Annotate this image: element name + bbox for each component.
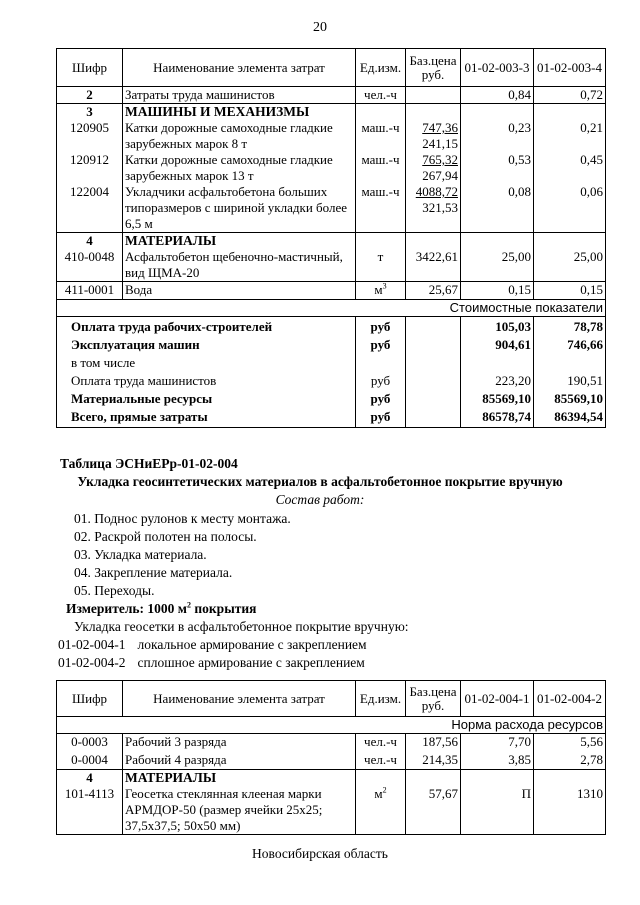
header-name: Наименование элемента затрат: [123, 681, 356, 717]
intro-text: Укладка геосетки в асфальтобетонное покрытие вручную:: [74, 619, 409, 634]
variant-code: 01-02-004-1: [58, 637, 126, 652]
cost-caption-row: [57, 300, 606, 317]
header-base-price: Баз.цена руб.: [406, 49, 461, 87]
header-col-b: 01-02-004-2: [534, 681, 606, 717]
header-unit: Ед.изм.: [356, 49, 406, 87]
table-row: 2 Затраты труда машинистов чел.-ч 0,84 0,72: [57, 87, 606, 104]
work-step: 01. Поднос рулонов к месту монтажа.: [74, 511, 291, 526]
page-footer: Новосибирская область: [252, 846, 388, 861]
table-row: 0-0004 Рабочий 4 разряда чел.-ч 214,35 3,85 2,78: [57, 752, 606, 770]
norm-caption: Норма расхода ресурсов: [57, 717, 606, 734]
table-row: 4 МАТЕРИАЛЫ: [57, 770, 606, 787]
page-number: 20: [313, 20, 327, 35]
resource-table-2: [56, 680, 606, 835]
table-row: 411-0001 Вода $м^3$ 25,67 0,15 0,15: [57, 282, 606, 300]
summary-row: Оплата труда рабочих-строителей руб 105,03 78,78: [57, 317, 606, 337]
header-unit: Ед.изм.: [356, 681, 406, 717]
work-step: 04. Закрепление материала.: [74, 565, 233, 580]
variant-text: сплошное армирование с закреплением: [137, 655, 365, 670]
table-row: 3 МАШИНЫ И МЕХАНИЗМЫ: [57, 104, 606, 121]
variant-text: локальное армирование с закреплением: [137, 637, 367, 652]
summary-row: Материальные ресурсы руб 85569,10 85569,10: [57, 391, 606, 409]
work-step: 02. Раскрой полотен на полосы.: [74, 529, 257, 544]
table2-header-row: [57, 681, 606, 717]
header-name: Наименование элемента затрат: [123, 49, 356, 87]
summary-row: в том числе: [57, 355, 606, 373]
composition-title: Состав работ:: [275, 492, 365, 507]
table-row: 120912 Катки дорожные самоходные гладкие зарубежных марок 13 т маш.-ч 765,32 267,94 0,53 0,45: [57, 152, 606, 184]
table-row: 410-0048 Асфальтобетон щебеночно-мастичный, вид ЩМА-20 т 3422,61 25,00 25,00: [57, 249, 606, 282]
measure-line: Измеритель: 1000 $м^2$ покрытия: [66, 600, 257, 616]
table-row: 122004 Укладчики асфальтобетона больших типоразмеров с шириной укладки более 6,5 м маш.-ч 4088,72 321,53 0,08 0,06: [57, 184, 606, 233]
work-step: 05. Переходы.: [74, 583, 155, 598]
summary-row: Оплата труда машинистов руб 223,20 190,51: [57, 373, 606, 391]
summary-row: Эксплуатация машин руб 904,61 746,66: [57, 337, 606, 355]
work-step: 03. Укладка материала.: [74, 547, 207, 562]
summary-row: Всего, прямые затраты руб 86578,74 86394,54: [57, 409, 606, 428]
header-base-price: Баз.цена руб.: [406, 681, 461, 717]
variant-code: 01-02-004-2: [58, 655, 126, 670]
cost-caption: Стоимостные показатели: [57, 300, 606, 317]
header-col-b: 01-02-003-4: [534, 49, 606, 87]
table1-header-row: [57, 49, 606, 87]
table-row: 120905 Катки дорожные самоходные гладкие зарубежных марок 8 т маш.-ч 747,36 241,15 0,23 0,21: [57, 120, 606, 152]
header-code: Шифр: [57, 49, 123, 87]
variant-line: [58, 637, 367, 653]
table-subtitle: Укладка геосинтетических материалов в асфальтобетонное покрытие вручную: [77, 474, 563, 489]
header-col-a: 01-02-004-1: [461, 681, 534, 717]
table-row: 0-0003 Рабочий 3 разряда чел.-ч 187,56 7,70 5,56: [57, 734, 606, 752]
variant-line: [58, 655, 365, 671]
table-title: Таблица ЭСНиЕРр-01-02-004: [60, 456, 238, 471]
header-col-a: 01-02-003-3: [461, 49, 534, 87]
norm-caption-row: [57, 717, 606, 734]
resource-table-1: [56, 48, 606, 428]
table-row: 101-4113 Геосетка стеклянная клееная марки АРМДОР-50 (размер ячейки 25х25; 37,5х37,5; 50х50 мм) $м^2$ 57,67 П 1310: [57, 786, 606, 835]
header-code: Шифр: [57, 681, 123, 717]
table-row: 4 МАТЕРИАЛЫ: [57, 233, 606, 250]
